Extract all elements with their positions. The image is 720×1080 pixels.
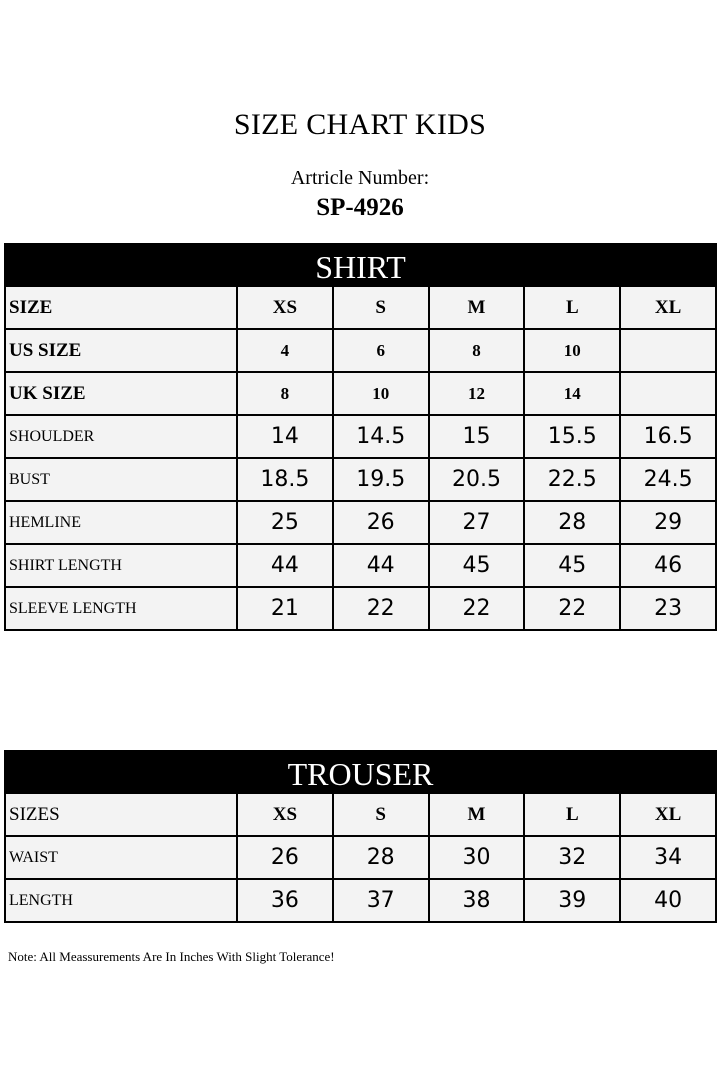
article-number-label: Artricle Number: [290, 167, 430, 189]
table-cell: 16.5 [620, 415, 716, 458]
row-label: US SIZE [5, 329, 237, 372]
table-cell: 24.5 [620, 458, 716, 501]
table-cell: 37 [333, 879, 429, 922]
trouser-header-size: XS [237, 793, 333, 836]
table-cell: 28 [524, 501, 620, 544]
row-label: HEMLINE [5, 501, 237, 544]
table-cell: 39 [524, 879, 620, 922]
table-cell: 18.5 [237, 458, 333, 501]
shirt-table [4, 285, 717, 631]
table-cell: 14 [524, 372, 620, 415]
table-row [5, 501, 716, 544]
table-row [5, 836, 716, 879]
row-label: WAIST [5, 836, 237, 879]
table-cell: 46 [620, 544, 716, 587]
table-cell: 12 [429, 372, 525, 415]
article-number: SP-4926 [316, 194, 404, 221]
table-row [5, 415, 716, 458]
table-row [5, 879, 716, 922]
table-cell: 29 [620, 501, 716, 544]
table-cell: 22.5 [524, 458, 620, 501]
table-cell: 40 [620, 879, 716, 922]
table-cell: 10 [333, 372, 429, 415]
row-label: SHOULDER [5, 415, 237, 458]
row-label: BUST [5, 458, 237, 501]
table-cell [620, 329, 716, 372]
table-cell: 45 [524, 544, 620, 587]
table-cell: 44 [333, 544, 429, 587]
table-cell: 15.5 [524, 415, 620, 458]
shirt-size-table [4, 243, 717, 631]
table-row [5, 587, 716, 630]
shirt-header-size: S [333, 286, 429, 329]
trouser-header-size: XL [620, 793, 716, 836]
table-cell: 20.5 [429, 458, 525, 501]
table-cell: 21 [237, 587, 333, 630]
table-cell: 38 [429, 879, 525, 922]
table-cell: 4 [237, 329, 333, 372]
table-cell: 8 [429, 329, 525, 372]
shirt-header-row [5, 286, 716, 329]
trouser-header-size: L [524, 793, 620, 836]
measurement-note: Note: All Meassurements Are In Inches With Slight Tolerance! [8, 949, 335, 964]
table-cell: 8 [237, 372, 333, 415]
trouser-header-size: S [333, 793, 429, 836]
table-cell: 10 [524, 329, 620, 372]
table-cell: 14 [237, 415, 333, 458]
shirt-header-size: M [429, 286, 525, 329]
table-cell [620, 372, 716, 415]
table-cell: 27 [429, 501, 525, 544]
table-cell: 25 [237, 501, 333, 544]
trouser-header-size: M [429, 793, 525, 836]
table-cell: 34 [620, 836, 716, 879]
page-title: SIZE CHART KIDS [233, 108, 487, 141]
table-cell: 26 [333, 501, 429, 544]
table-cell: 26 [237, 836, 333, 879]
row-label: UK SIZE [5, 372, 237, 415]
trouser-size-table [4, 750, 717, 923]
table-cell: 6 [333, 329, 429, 372]
row-label: LENGTH [5, 879, 237, 922]
trouser-header-row [5, 793, 716, 836]
shirt-header-label: SIZE [5, 286, 237, 329]
shirt-banner: SHIRT [4, 243, 717, 285]
table-cell: 23 [620, 587, 716, 630]
table-row [5, 372, 716, 415]
row-label: SLEEVE LENGTH [5, 587, 237, 630]
table-cell: 14.5 [333, 415, 429, 458]
table-cell: 22 [429, 587, 525, 630]
table-cell: 22 [524, 587, 620, 630]
table-cell: 30 [429, 836, 525, 879]
row-label: SHIRT LENGTH [5, 544, 237, 587]
table-cell: 22 [333, 587, 429, 630]
table-cell: 32 [524, 836, 620, 879]
shirt-header-size: XS [237, 286, 333, 329]
table-cell: 36 [237, 879, 333, 922]
table-row [5, 329, 716, 372]
table-cell: 15 [429, 415, 525, 458]
table-cell: 45 [429, 544, 525, 587]
shirt-header-size: XL [620, 286, 716, 329]
trouser-banner: TROUSER [4, 750, 717, 792]
trouser-header-label: SIZES [5, 793, 237, 836]
shirt-header-size: L [524, 286, 620, 329]
table-row [5, 458, 716, 501]
table-cell: 44 [237, 544, 333, 587]
trouser-table [4, 792, 717, 923]
table-cell: 28 [333, 836, 429, 879]
table-row [5, 544, 716, 587]
table-cell: 19.5 [333, 458, 429, 501]
